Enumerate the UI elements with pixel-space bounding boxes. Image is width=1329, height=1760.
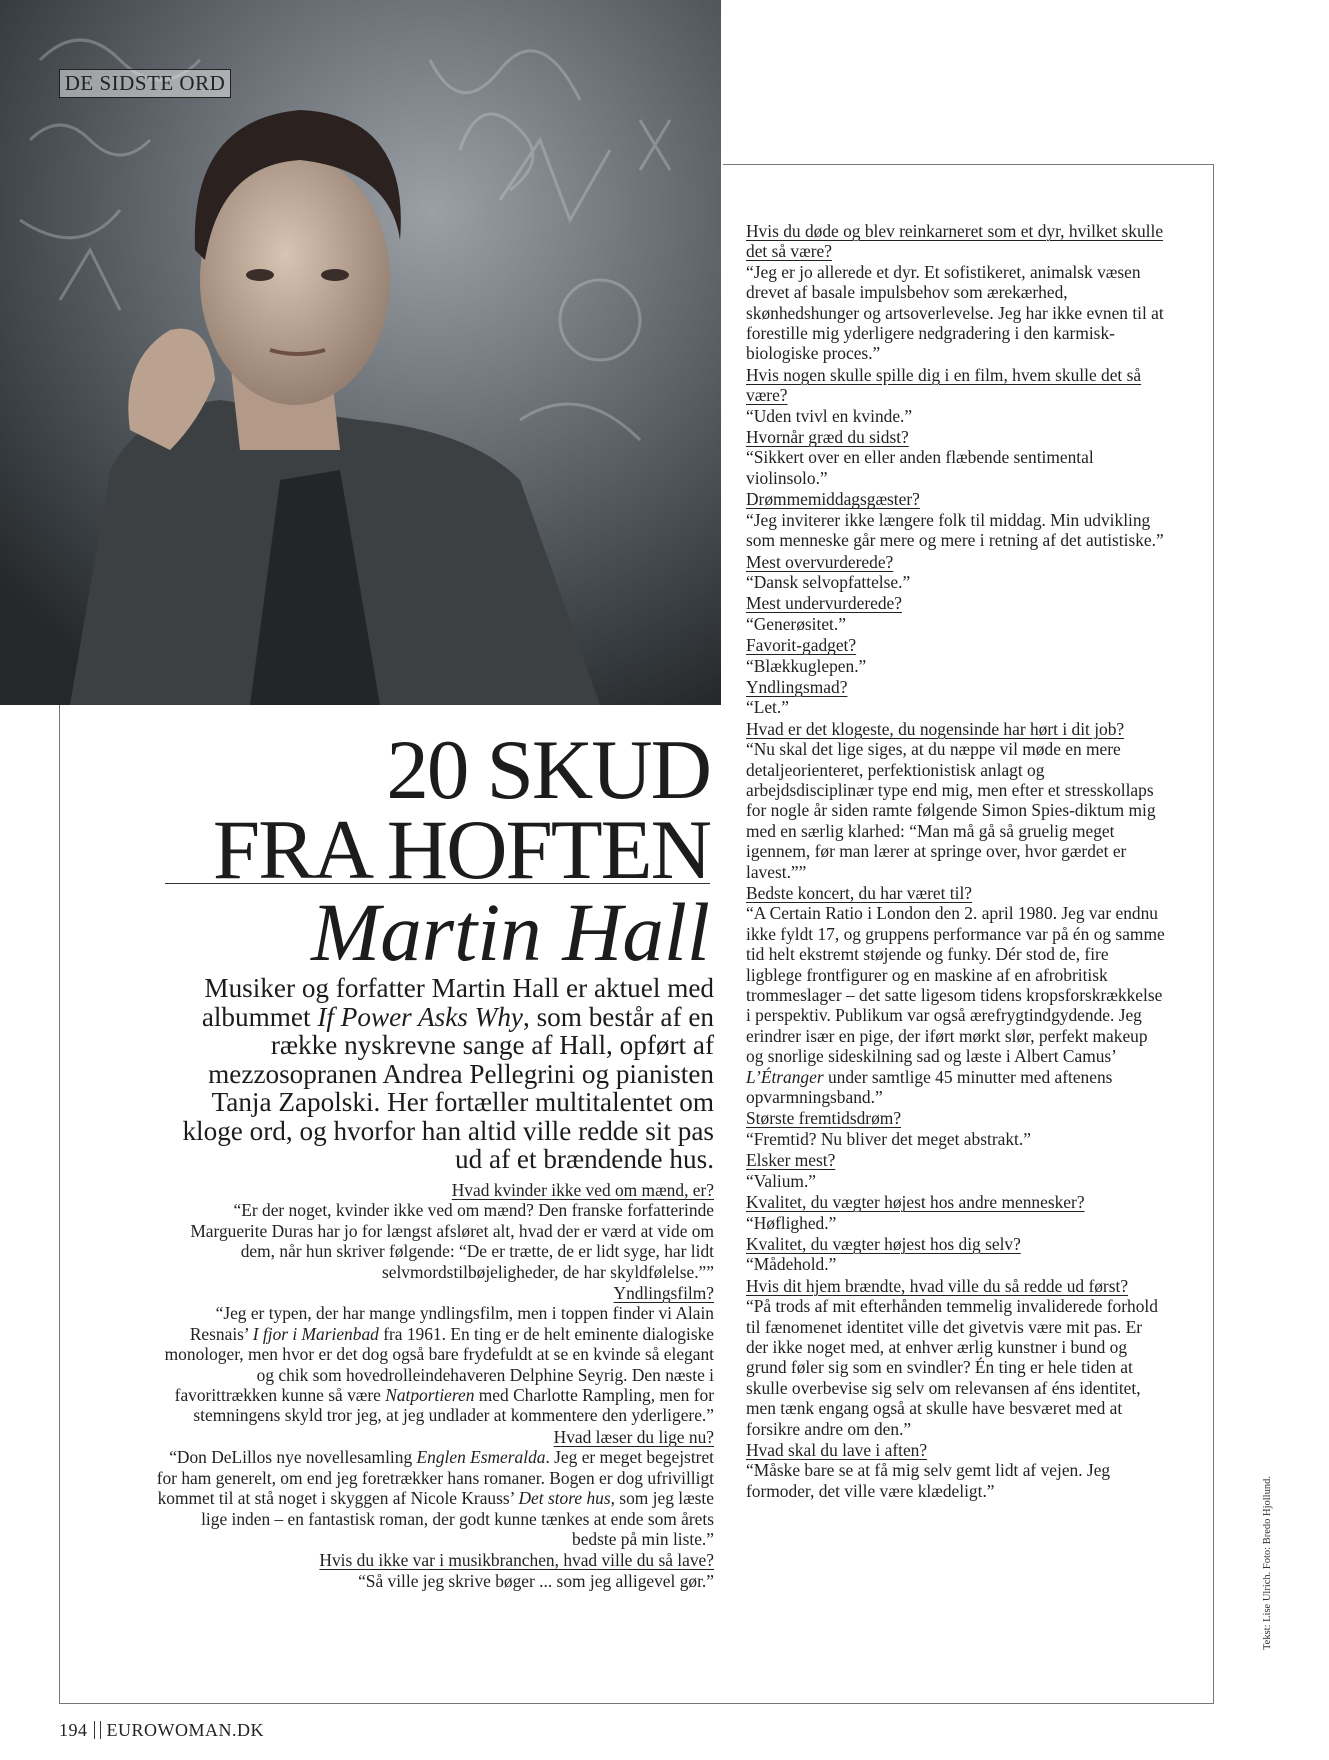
site-name: EUROWOMAN.DK	[106, 1720, 264, 1740]
answer	[746, 1213, 1166, 1233]
answer-text: , som jeg læste lige inden – en fantastisk roman, der godt kunne tænkes at ende som årets bedste på min liste.”	[201, 1488, 714, 1549]
answer-text: “Dansk selvopfattelse.”	[746, 571, 911, 592]
answer-text: “På trods af mit efterhånden temmelig invaliderede forhold til fænomenet identitet ville det givetvis være mit pas. Er der ikke noget med, at enhver ærlig kunstner i bund og grund føler sig som en svindler? Én ting er hele tiden at skulle overbevise sig selv om relevansen af éns identitet, men tænk engang også at skulle have besværet med at forsikre andre om den.”	[746, 1296, 1158, 1439]
page-number: 194	[59, 1720, 88, 1740]
answer	[746, 510, 1166, 551]
question: Yndlingsmad?	[746, 676, 848, 697]
answer-text: “A Certain Ratio i London den 2. april 1980. Jeg var endnu ikke fyldt 17, og gruppens performance var på én og samme tid helt ekstremt støjende og funky. Dér stod de, fire ligblege frontfigurer og en maskine af en afrobritisk trommeslager – det satte ligesom tidens kropsforskrækkelse i perspektiv. Publikum var også ærefrygtindgydende. Jeg erindrer især en pige, der iført mørkt slør, perfekt makeup og snorlige sideskilning sad og læste i Albert Camus’	[746, 903, 1165, 1067]
question: Kvalitet, du vægter højest hos andre mennesker?	[746, 1192, 1085, 1213]
photo-credit	[1262, 1380, 1278, 1650]
question: Kvalitet, du vægter højest hos dig selv?	[746, 1233, 1021, 1254]
answer-text: “Valium.”	[746, 1170, 817, 1191]
lead-paragraph	[150, 974, 714, 1174]
qa-item	[746, 1234, 1166, 1275]
lead-text: , som består af en række nyskrevne sange af Hall, opført af mezzosopranen Andrea Pellegrini og pianisten Tanja Zapolski. Her fortæller multitalentet om kloge ord, og hvorfor han altid ville redde sit pas ud af et brændende hus.	[182, 1001, 714, 1174]
qa-item	[746, 552, 1166, 593]
answer-text: “Uden tvivl en kvinde.”	[746, 405, 913, 426]
answer	[746, 262, 1166, 364]
answer-text: fra 1961. En ting er de helt eminente dialogiske monologer, men hvor er det dog også bare frydefuldt at se en kvinde så elegant og chik som hovedrolleindehaveren Delphine Seyrig. Den næste i favorittrækken kunne så være	[164, 1323, 714, 1406]
subject-name: Martin Hall	[311, 886, 710, 978]
section-tag: DE SIDSTE ORD	[59, 69, 231, 98]
qa-item	[746, 1192, 1166, 1233]
answer	[746, 447, 1166, 488]
qa-item	[746, 593, 1166, 634]
question: Elsker mest?	[746, 1150, 836, 1171]
answer	[746, 739, 1166, 882]
answer-text: “Fremtid? Nu bliver det meget abstrakt.”	[746, 1128, 1031, 1149]
question: Favorit-gadget?	[746, 635, 857, 656]
question: Mest undervurderede?	[746, 593, 902, 614]
italic-title: Det store hus	[518, 1488, 611, 1509]
italic-title: L’Étranger	[746, 1066, 824, 1087]
answer	[155, 1571, 714, 1591]
answer	[746, 1254, 1166, 1274]
answer-text: “Så ville jeg skrive bøger ... som jeg alligevel gør.”	[358, 1570, 714, 1591]
italic-title: Natportieren	[385, 1385, 475, 1406]
qa-item	[746, 1108, 1166, 1149]
answer	[155, 1200, 714, 1282]
question: Hvis du ikke var i musikbranchen, hvad ville du så lave?	[319, 1550, 714, 1571]
credit-text: Tekst: Lise Ulrich. Foto: Bredo Hjollund.	[1262, 1476, 1273, 1650]
question: Hvis nogen skulle spille dig i en film, hvem skulle det så være?	[746, 364, 1142, 406]
answer	[746, 406, 1166, 426]
answer	[746, 656, 1166, 676]
answer-text: “Generøsitet.”	[746, 613, 846, 634]
answer	[746, 903, 1166, 1107]
qa-item	[746, 489, 1166, 550]
qa-item	[746, 677, 1166, 718]
question: Hvad kvinder ikke ved om mænd, er?	[451, 1180, 714, 1200]
answer-text: “Mådehold.”	[746, 1254, 837, 1275]
qa-item	[746, 635, 1166, 676]
question: Bedste koncert, du har været til?	[746, 883, 973, 903]
qa-item	[155, 1283, 714, 1426]
answer-text: “Sikkert over en eller anden flæbende sentimental violinsolo.”	[746, 447, 1094, 488]
answer-text: med Charlotte Rampling, men for stemningens skyld tror jeg, at jeg undlader at kommentere den yderligere.”	[193, 1385, 714, 1426]
question: Mest overvurderede?	[746, 551, 894, 572]
answer	[746, 697, 1166, 717]
question: Hvis du døde og blev reinkarneret som et dyr, hvilket skulle det så være?	[746, 221, 1164, 262]
answer-text: “Jeg inviterer ikke længere folk til middag. Min udvikling som menneske går mere og mere i retning af det autistiske.”	[746, 509, 1164, 551]
headline-line-2: FRA HOFTEN	[212, 803, 710, 897]
answer-text: “Er der noget, kvinder ikke ved om mænd? Den franske forfatterinde Marguerite Duras har jo for længst afsløret alt, hvad der er værd at vide om dem, når hun skriver følgende: “De er trætte, de er lidt syge, har lidt selvmordstilbøjeligheder, de har skyldfølelse.””	[190, 1200, 714, 1282]
left-column-qa	[155, 1180, 714, 1592]
question: Hvornår græd du sidst?	[746, 427, 909, 448]
question: Hvis dit hjem brændte, hvad ville du så redde ud først?	[746, 1275, 1129, 1296]
qa-item	[746, 1276, 1166, 1439]
answer	[155, 1303, 714, 1425]
qa-item	[746, 427, 1166, 488]
question: Største fremtidsdrøm?	[746, 1108, 902, 1129]
right-column-qa	[746, 221, 1166, 1502]
qa-item	[746, 883, 1166, 1107]
qa-item	[155, 1550, 714, 1591]
answer	[746, 1129, 1166, 1149]
question: Hvad skal du lave i aften?	[746, 1439, 928, 1460]
question: Hvad læser du lige nu?	[553, 1426, 714, 1447]
qa-item	[746, 221, 1166, 364]
answer-text: “Måske bare se at få mig selv gemt lidt af vejen. Jeg formoder, det ville være klædeligt.”	[746, 1460, 1111, 1501]
question: Yndlingsfilm?	[613, 1283, 714, 1304]
answer-text: “Don DeLillos nye novellesamling	[169, 1447, 417, 1468]
answer-text: . Jeg er meget begejstret for ham generelt, om end jeg foretrækker hans romaner. Bogen er dog ufrivilligt kommet til at stå noget i skyggen af Nicole Krauss’	[156, 1447, 714, 1509]
headline	[212, 723, 710, 897]
question: Drømmemiddagsgæster?	[746, 489, 920, 510]
qa-item	[155, 1427, 714, 1549]
page-footer	[59, 1720, 264, 1741]
answer	[746, 572, 1166, 592]
qa-item	[155, 1180, 714, 1282]
italic-title: Englen Esmeralda	[416, 1447, 546, 1468]
answer-text: “Høflighed.”	[746, 1212, 837, 1233]
answer-text: “Jeg er jo allerede et dyr. Et sofistikeret, animalsk væsen drevet af basale impulsbehov som ærekærhed, skønhedshunger og artsoverlevelse. Jeg har ikke evnen til at forestille mig yderligere nedgradering i den karmisk-biologiske proces.”	[746, 261, 1164, 364]
answer-text: “Let.”	[746, 697, 789, 718]
qa-item	[746, 365, 1166, 426]
album-title: If Power Asks Why	[317, 1001, 523, 1032]
question: Hvad er det klogeste, du nogensinde har hørt i dit job?	[746, 718, 1125, 739]
answer-text: “Nu skal det lige siges, at du næppe vil møde en mere detaljeorienteret, perfektionistisk anlagt og arbejdsdisciplinær type end mig, men efter et stresskollaps for nogle år siden ramte følgende Simon Spies-diktum mig med en særlig klarhed: “Man må gå så gruelig meget igennem, før man lærer at springe over, hvor gærdet er lavest.””	[746, 739, 1156, 882]
answer	[746, 1171, 1166, 1191]
lead-text: Musiker og forfatter Martin Hall er aktuel med albummet	[201, 973, 714, 1032]
answer	[746, 614, 1166, 634]
answer	[155, 1447, 714, 1549]
qa-item	[746, 1440, 1166, 1501]
answer-text: under samtlige 45 minutter med aftenens opvarmningsband.”	[746, 1066, 1113, 1108]
answer-text: “Jeg er typen, der har mange yndlingsfilm, men i toppen finder vi Alain Resnais’	[189, 1303, 714, 1344]
headline-line-1: 20 SKUD	[386, 723, 710, 817]
qa-item	[746, 719, 1166, 882]
answer	[746, 1296, 1166, 1439]
answer-text: “Blækkuglepen.”	[746, 655, 867, 676]
footer-separator	[94, 1721, 101, 1739]
qa-item	[746, 1150, 1166, 1191]
answer	[746, 1460, 1166, 1501]
italic-title: I fjor i Marienbad	[252, 1323, 379, 1344]
